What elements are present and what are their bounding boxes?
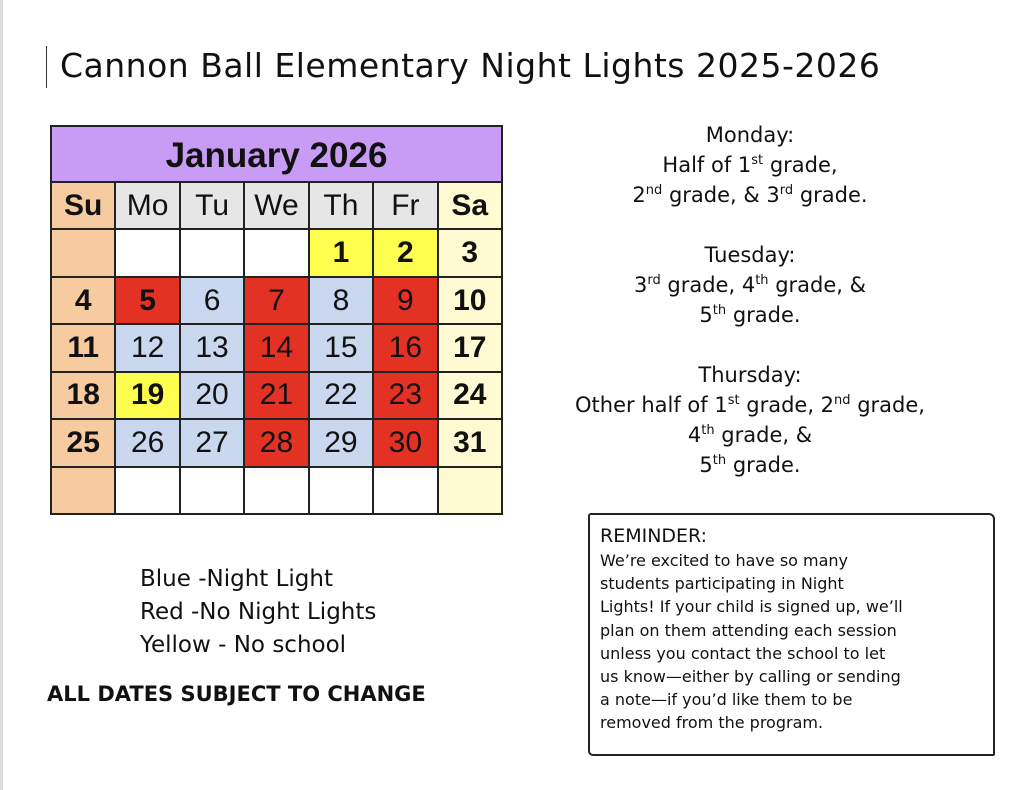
calendar-day: 17 bbox=[439, 325, 501, 370]
calendar-day: 12 bbox=[116, 325, 178, 370]
calendar-day: 29 bbox=[310, 420, 372, 465]
reminder-line: plan on them attending each session bbox=[600, 620, 897, 640]
schedule bbox=[520, 120, 980, 510]
day-header: Fr bbox=[374, 183, 436, 228]
calendar-day bbox=[116, 468, 178, 513]
calendar-day bbox=[374, 468, 436, 513]
calendar-day bbox=[245, 230, 307, 275]
text-cursor bbox=[46, 46, 47, 88]
calendar-day: 8 bbox=[310, 278, 372, 323]
calendar-day bbox=[181, 468, 243, 513]
calendar-day: 26 bbox=[116, 420, 178, 465]
calendar-day: 3 bbox=[439, 230, 501, 275]
calendar-day: 13 bbox=[181, 325, 243, 370]
calendar-day: 28 bbox=[245, 420, 307, 465]
calendar-day: 2 bbox=[374, 230, 436, 275]
day-header: Tu bbox=[181, 183, 243, 228]
change-notice: ALL DATES SUBJECT TO CHANGE bbox=[47, 682, 426, 706]
calendar-day: 14 bbox=[245, 325, 307, 370]
calendar-day: 31 bbox=[439, 420, 501, 465]
page-title: Cannon Ball Elementary Night Lights 2025-2026 bbox=[60, 46, 881, 85]
calendar-day bbox=[310, 468, 372, 513]
calendar-day: 30 bbox=[374, 420, 436, 465]
calendar-day: 15 bbox=[310, 325, 372, 370]
color-legend bbox=[140, 563, 376, 662]
day-header: Sa bbox=[439, 183, 501, 228]
calendar-day: 19 bbox=[116, 373, 178, 418]
reminder-line: removed from the program. bbox=[600, 713, 824, 733]
day-header: We bbox=[245, 183, 307, 228]
reminder-line: us know—either by calling or sending bbox=[600, 667, 901, 687]
calendar-day: 20 bbox=[181, 373, 243, 418]
calendar-month-title: January 2026 bbox=[52, 127, 501, 181]
legend-yellow: Yellow - No school bbox=[140, 632, 347, 658]
reminder-line: a note—if you’d like them to be bbox=[600, 690, 853, 710]
schedule-tuesday: Tuesday: 3rd grade, 4th grade, & 5th grade. bbox=[633, 243, 867, 327]
reminder-box bbox=[588, 513, 995, 756]
reminder-line: unless you contact the school to let bbox=[600, 643, 886, 663]
calendar-day: 16 bbox=[374, 325, 436, 370]
calendar-day: 22 bbox=[310, 373, 372, 418]
calendar-day: 5 bbox=[116, 278, 178, 323]
legend-blue: Blue -Night Light bbox=[140, 566, 334, 592]
calendar-day bbox=[52, 468, 114, 513]
reminder-line: We’re excited to have so many bbox=[600, 551, 849, 570]
calendar-day bbox=[52, 230, 114, 275]
calendar-day bbox=[181, 230, 243, 275]
page-edge bbox=[0, 0, 3, 790]
calendar-day: 23 bbox=[374, 373, 436, 418]
reminder-line: Lights! If your child is signed up, we’ll bbox=[600, 597, 903, 617]
reminder-line: students participating in Night bbox=[600, 574, 844, 594]
calendar-day bbox=[245, 468, 307, 513]
calendar-day: 7 bbox=[245, 278, 307, 323]
calendar-day: 6 bbox=[181, 278, 243, 323]
reminder-heading: REMINDER: bbox=[600, 525, 708, 547]
calendar-day: 21 bbox=[245, 373, 307, 418]
schedule-monday: Monday: Half of 1st grade, 2nd grade, & 3rd grade. bbox=[632, 123, 868, 207]
calendar-day bbox=[116, 230, 178, 275]
calendar-day: 25 bbox=[52, 420, 114, 465]
calendar-day bbox=[439, 468, 501, 513]
calendar bbox=[50, 125, 503, 515]
day-header: Su bbox=[52, 183, 114, 228]
calendar-day: 4 bbox=[52, 278, 114, 323]
calendar-day: 27 bbox=[181, 420, 243, 465]
calendar-day: 10 bbox=[439, 278, 501, 323]
day-header: Mo bbox=[116, 183, 178, 228]
calendar-day: 18 bbox=[52, 373, 114, 418]
calendar-day: 11 bbox=[52, 325, 114, 370]
calendar-day: 24 bbox=[439, 373, 501, 418]
schedule-thursday: Thursday: Other half of 1st grade, 2nd grade, 4th grade, & 5th grade. bbox=[575, 363, 925, 477]
day-header: Th bbox=[310, 183, 372, 228]
legend-red: Red -No Night Lights bbox=[140, 599, 377, 625]
calendar-day: 9 bbox=[374, 278, 436, 323]
calendar-day: 1 bbox=[310, 230, 372, 275]
